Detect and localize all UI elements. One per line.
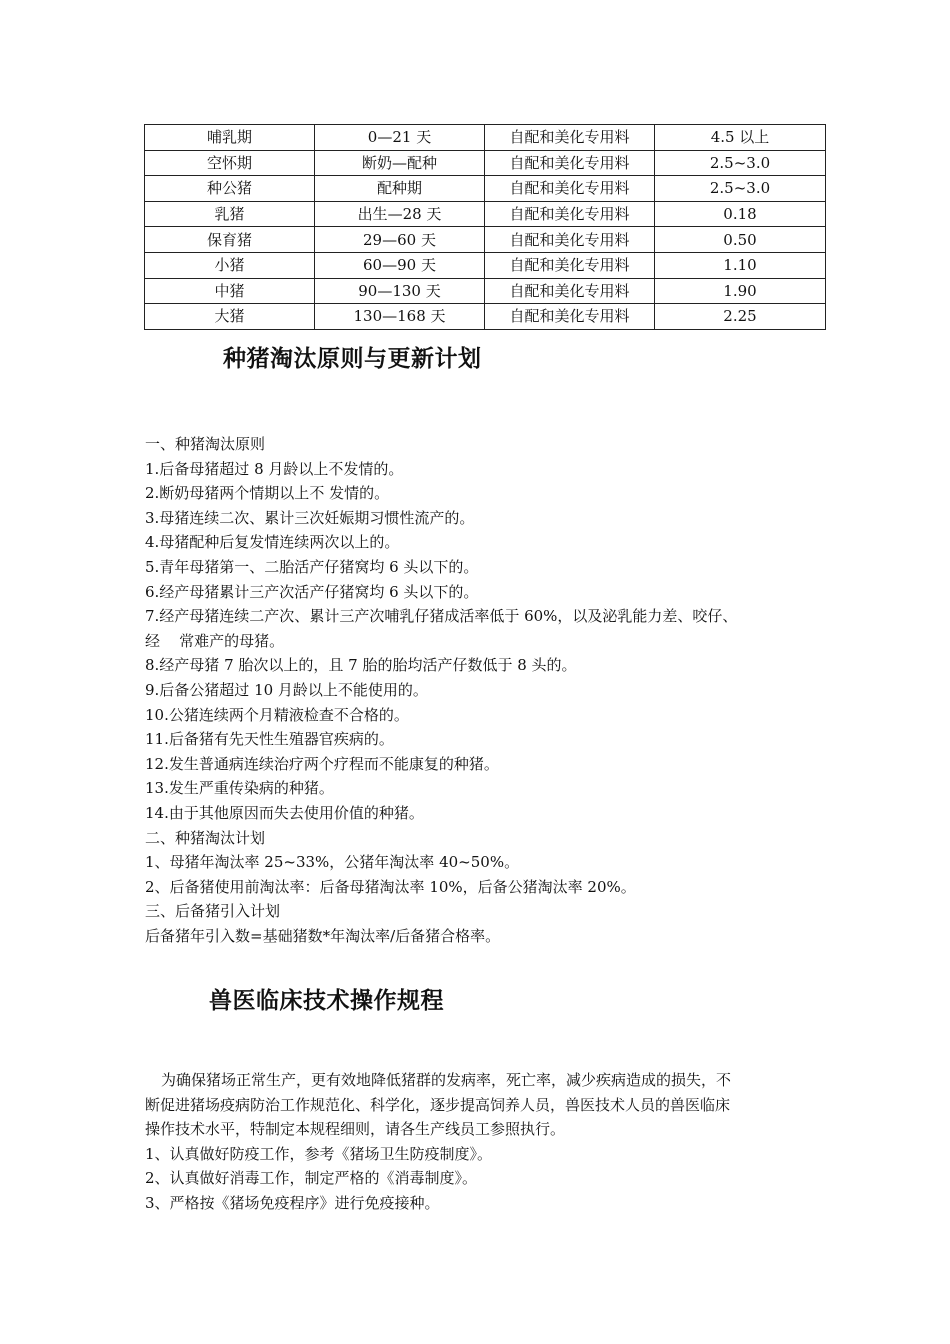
text-line: 7.经产母猪连续二产次、累计三产次哺乳仔猪成活率低于 60%，以及泌乳能力差、咬仔、 <box>145 607 738 626</box>
table-cell: 自配和美化专用料 <box>485 150 655 176</box>
text-line: 2、后备猪使用前淘汰率：后备母猪淘汰率 10%，后备公猪淘汰率 20%。 <box>145 877 636 896</box>
feed-table <box>144 124 826 330</box>
table-cell: 1.10 <box>655 252 826 278</box>
table-cell: 1.90 <box>655 278 826 304</box>
table-cell: 130—168 天 <box>315 304 485 330</box>
text-line: 一、种猪淘汰原则 <box>145 435 266 453</box>
text-line: 10.公猪连续两个月精液检查不合格的。 <box>145 705 409 724</box>
text-line: 操作技术水平，特制定本规程细则，请各生产线员工参照执行。 <box>145 1120 566 1139</box>
table-cell: 大猪 <box>145 304 315 330</box>
text-line: 3.母猪连续二次、累计三次妊娠期习惯性流产的。 <box>145 508 475 527</box>
table-row <box>145 125 826 151</box>
table-cell: 自配和美化专用料 <box>485 125 655 151</box>
table-cell: 哺乳期 <box>145 125 315 151</box>
table-cell: 0.18 <box>655 201 826 227</box>
table-cell: 2.5~3.0 <box>655 176 826 202</box>
table-row <box>145 176 826 202</box>
text-line: 9.后备公猪超过 10 月龄以上不能使用的。 <box>145 680 428 699</box>
section-title-vet-procedures: 兽医临床技术操作规程 <box>209 987 444 1014</box>
text-line: 12.发生普通病连续治疗两个疗程而不能康复的种猪。 <box>145 754 499 773</box>
text-line: 2.断奶母猪两个情期以上不 发情的。 <box>145 484 390 503</box>
table-cell: 中猪 <box>145 278 315 304</box>
table-cell: 29—60 天 <box>315 227 485 253</box>
text-line: 4.母猪配种后复发情连续两次以上的。 <box>145 533 400 552</box>
table-cell: 自配和美化专用料 <box>485 227 655 253</box>
table-row <box>145 150 826 176</box>
table-cell: 自配和美化专用料 <box>485 304 655 330</box>
text-line: 14.由于其他原因而失去使用价值的种猪。 <box>145 803 424 822</box>
table-cell: 自配和美化专用料 <box>485 176 655 202</box>
text-line: 5.青年母猪第一、二胎活产仔猪窝均 6 头以下的。 <box>145 557 479 576</box>
vet-procedures-text-block <box>145 1068 815 1216</box>
text-line: 后备猪年引入数=基础猪数*年淘汰率/后备猪合格率。 <box>145 926 501 945</box>
table-cell: 自配和美化专用料 <box>485 278 655 304</box>
list-item: 3、严格按《猪场免疫程序》进行免疫接种。 <box>145 1193 440 1212</box>
table-cell: 90—130 天 <box>315 278 485 304</box>
table-cell: 空怀期 <box>145 150 315 176</box>
culling-text-block <box>145 432 815 948</box>
text-line: 13.发生严重传染病的种猪。 <box>145 779 334 798</box>
text-line: 二、种猪淘汰计划 <box>145 828 266 847</box>
table-cell: 出生—28 天 <box>315 201 485 227</box>
text-line: 8.经产母猪 7 胎次以上的，且 7 胎的胎均活产仔数低于 8 头的。 <box>145 656 577 675</box>
table-cell: 种公猪 <box>145 176 315 202</box>
text-line: 经 常难产的母猪。 <box>145 631 285 650</box>
table-cell: 配种期 <box>315 176 485 202</box>
text-line: 为确保猪场正常生产，更有效地降低猪群的发病率，死亡率，减少疾病造成的损失，不 <box>161 1071 732 1089</box>
text-line: 断促进猪场疫病防治工作规范化、科学化，逐步提高饲养人员，兽医技术人员的兽医临床 <box>145 1095 731 1114</box>
text-line: 6.经产母猪累计三产次活产仔猪窝均 6 头以下的。 <box>145 582 479 601</box>
table-cell: 乳猪 <box>145 201 315 227</box>
table-cell: 保育猪 <box>145 227 315 253</box>
text-line: 1、母猪年淘汰率 25~33%，公猪年淘汰率 40~50%。 <box>145 853 520 872</box>
table-cell: 60—90 天 <box>315 252 485 278</box>
section-title-culling: 种猪淘汰原则与更新计划 <box>223 345 482 372</box>
text-line: 11.后备猪有先天性生殖器官疾病的。 <box>145 730 394 749</box>
table-cell: 断奶—配种 <box>315 150 485 176</box>
table-cell: 4.5 以上 <box>655 125 826 151</box>
text-line: 三、后备猪引入计划 <box>145 902 281 921</box>
table-row <box>145 304 826 330</box>
table-row <box>145 227 826 253</box>
table-cell: 2.25 <box>655 304 826 330</box>
text-line: 1.后备母猪超过 8 月龄以上不发情的。 <box>145 459 404 478</box>
table-cell: 自配和美化专用料 <box>485 252 655 278</box>
table-cell: 2.5~3.0 <box>655 150 826 176</box>
table-cell: 小猪 <box>145 252 315 278</box>
table-cell: 自配和美化专用料 <box>485 201 655 227</box>
table-cell: 0.50 <box>655 227 826 253</box>
table-cell: 0—21 天 <box>315 125 485 151</box>
table-row <box>145 252 826 278</box>
list-item: 2、认真做好消毒工作，制定严格的《消毒制度》。 <box>145 1169 478 1188</box>
table-row <box>145 278 826 304</box>
list-item: 1、认真做好防疫工作，参考《猪场卫生防疫制度》。 <box>145 1144 493 1163</box>
table-row <box>145 201 826 227</box>
